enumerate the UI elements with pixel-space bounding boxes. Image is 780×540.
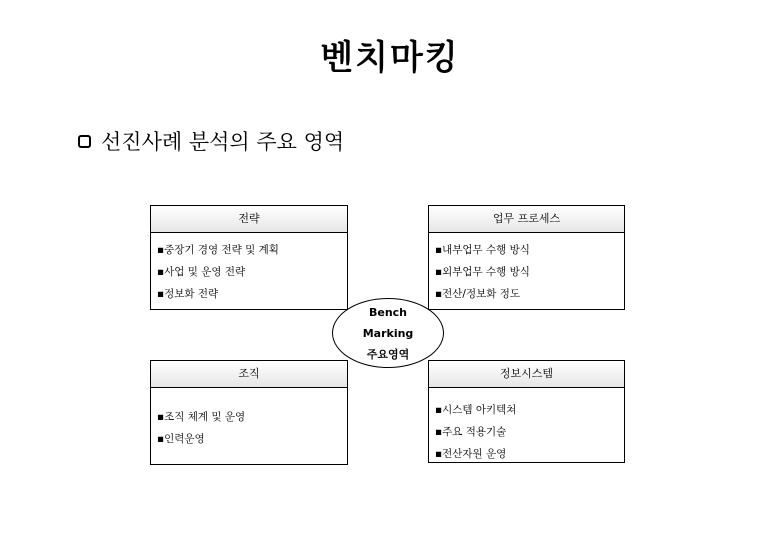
process-header: 업무 프로세스 <box>429 206 624 233</box>
organization-header: 조직 <box>151 361 347 388</box>
section-subtitle <box>78 126 344 156</box>
infosystem-item: ▪시스템 아키텍쳐 <box>435 404 517 416</box>
strategy-item: ▪정보화 전략 <box>157 288 219 300</box>
strategy-box <box>150 205 348 310</box>
checkbox-bullet-icon <box>78 135 91 148</box>
strategy-item: ▪중장기 경영 전략 및 계획 <box>157 244 279 256</box>
infosystem-header: 정보시스템 <box>429 361 624 388</box>
infosystem-item: ▪전산자원 운영 <box>435 448 507 460</box>
organization-box <box>150 360 348 465</box>
strategy-item: ▪사업 및 운영 전략 <box>157 266 246 278</box>
process-item: ▪외부업무 수행 방식 <box>435 266 530 278</box>
subtitle-text: 선진사례 분석의 주요 영역 <box>101 130 345 154</box>
strategy-header: 전략 <box>151 206 347 233</box>
center-line-marking: Marking <box>362 326 414 340</box>
infosystem-box <box>428 360 625 463</box>
organization-item: ▪조직 체계 및 운영 <box>157 411 246 423</box>
center-line-area: 주요영역 <box>366 347 410 361</box>
process-item: ▪내부업무 수행 방식 <box>435 244 530 256</box>
organization-item: ▪인력운영 <box>157 433 205 445</box>
benchmarking-center-oval <box>332 298 444 368</box>
page-title: 벤치마킹 <box>320 38 460 78</box>
process-box <box>428 205 625 310</box>
center-line-bench: Bench <box>368 305 408 319</box>
infosystem-item: ▪주요 적용기술 <box>435 426 507 438</box>
process-item: ▪전산/정보화 정도 <box>435 288 520 300</box>
